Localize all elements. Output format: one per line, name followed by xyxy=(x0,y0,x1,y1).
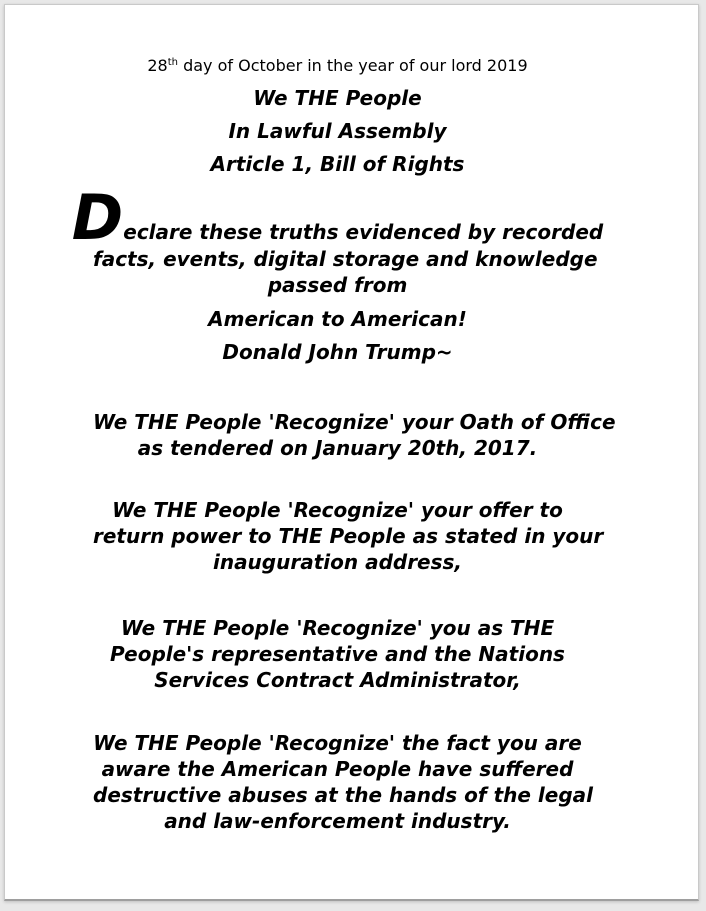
date-line xyxy=(93,51,582,78)
paragraph-line: We THE People 'Recognize' the fact you are xyxy=(93,731,582,755)
paragraph-line: aware the American People have suffered xyxy=(101,757,574,781)
title-line: Article 1, Bill of Rights xyxy=(210,152,465,176)
paragraph-line: People's representative and the Nations xyxy=(110,642,565,666)
recognize-paragraph-1 xyxy=(93,409,616,461)
recognize-paragraph-4 xyxy=(93,730,593,834)
address-line: Donald John Trump~ xyxy=(222,340,453,364)
declaration-line: passed from xyxy=(267,273,408,297)
document-content xyxy=(5,5,698,834)
address-line: American to American! xyxy=(208,307,467,331)
paragraph-line: return power to THE People as stated in your xyxy=(93,524,604,548)
declaration-first-line xyxy=(71,181,604,254)
declaration-first-text: eclare these truths evidenced by recorded xyxy=(123,220,604,244)
paragraph-line: as tendered on January 20th, 2017. xyxy=(137,436,538,460)
address-lines xyxy=(93,303,582,369)
title-line: In Lawful Assembly xyxy=(228,119,447,143)
paragraph-line: Services Contract Administrator, xyxy=(154,668,521,692)
ordinal-suffix: th xyxy=(167,57,178,68)
document-page xyxy=(4,4,699,901)
declaration-continuation xyxy=(93,246,598,298)
date-day: 28 xyxy=(147,56,168,75)
drop-cap: D xyxy=(71,181,124,254)
paragraph-line: and law-enforcement industry. xyxy=(164,809,511,833)
date-rest: day of October in the year of our lord 2019 xyxy=(178,56,528,75)
declaration-line: facts, events, digital storage and knowledge xyxy=(93,247,598,271)
paragraph-line: inauguration address, xyxy=(212,550,463,574)
title-block xyxy=(93,82,582,181)
paragraph-line: We THE People 'Recognize' your offer to xyxy=(112,498,563,522)
declaration-block xyxy=(71,181,604,369)
recognize-paragraph-3 xyxy=(93,615,582,693)
paragraph-line: We THE People 'Recognize' you as THE xyxy=(120,616,555,640)
paragraph-line: We THE People 'Recognize' your Oath of Office xyxy=(93,410,616,434)
title-line: We THE People xyxy=(253,86,422,110)
recognize-paragraph-2 xyxy=(93,497,604,575)
paragraph-line: destructive abuses at the hands of the legal xyxy=(93,783,593,807)
